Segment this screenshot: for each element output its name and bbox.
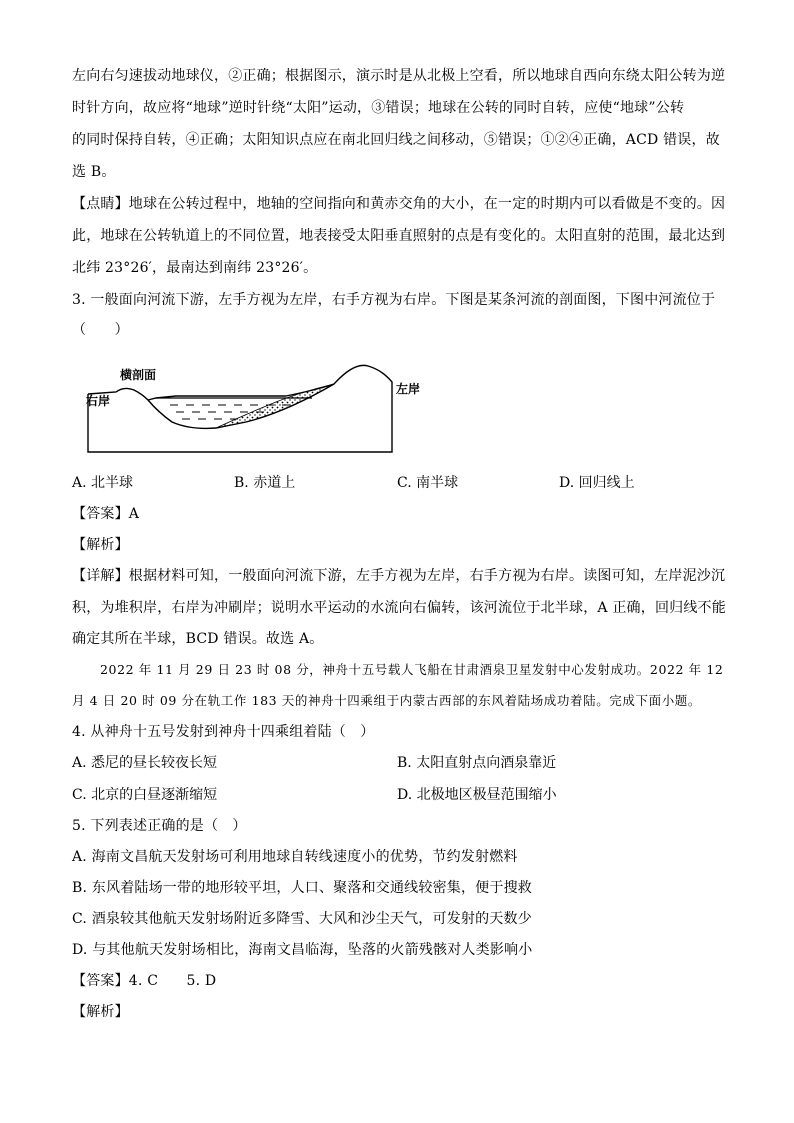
q3-option-b: B. 赤道上 (234, 475, 296, 491)
tip-paragraph-line: 北纬 23°26′，最南达到南纬 23°26′。 (72, 260, 318, 276)
q45-answer: 【答案】4. C 5. D (72, 973, 217, 989)
q5-option-c: C. 酒泉较其他航天发射场附近多降雪、大风和沙尘天气，可发射的天数少 (72, 911, 532, 927)
q5-option-a: A. 海南文昌航天发射场可利用地球自转线速度小的优势，节约发射燃料 (72, 849, 518, 865)
q5-option-d: D. 与其他航天发射场相比，海南文昌临海，坠落的火箭残骸对人类影响小 (72, 942, 533, 958)
text-line: 的同时保持自转，④正确；太阳知识点应在南北回归线之间移动，⑤错误；①②④正确，ACD 错误，故 (72, 132, 720, 148)
river-cross-section-figure (86, 356, 421, 456)
q3-option-d: D. 回归线上 (559, 475, 635, 491)
q3-detail-line: 积，为堆积岸，右岸为冲刷岸；说明水平运动的水流向右偏转，该河流位于北半球，A 正确，回归线不能 (72, 600, 726, 616)
q3-detail-line: 确定其所在半球，BCD 错误。故选 A。 (72, 631, 324, 647)
q3-detail-line: 【详解】根据材料可知，一般面向河流下游，左手方视为左岸，右手方视为右岸。读图可知，左岸泥沙沉 (72, 568, 726, 584)
q3-answer: 【答案】A (72, 506, 140, 522)
q4-option-a: A. 悉尼的昼长较夜长短 (72, 755, 218, 771)
material-line: 2022 年 11 月 29 日 23 时 08 分，神舟十五号载人飞船在甘肃酒泉卫星发射中心发射成功。2022 年 12 (100, 662, 724, 677)
text-line: 左向右匀速拔动地球仪，②正确；根据图示，演示时是从北极上空看，所以地球自西向东绕太阳公转为逆 (72, 68, 726, 84)
question-3-bracket: （ ） (72, 322, 129, 338)
q3-option-c: C. 南半球 (397, 475, 459, 491)
right-bank-label: 右岸 (86, 394, 111, 408)
q4-option-d: D. 北极地区极昼范围缩小 (397, 787, 557, 803)
cross-section-title: 横剖面 (120, 368, 157, 382)
tip-paragraph-line: 【点睛】地球在公转过程中，地轴的空间指向和黄赤交角的大小，在一定的时期内可以看做是不变的。因 (72, 196, 726, 212)
q4-option-b: B. 太阳直射点向酒泉靠近 (397, 755, 557, 771)
q3-analysis-heading: 【解析】 (72, 537, 129, 553)
q45-analysis-heading: 【解析】 (72, 1004, 129, 1020)
text-line: 时针方向，故应将“地球”逆时针绕“太阳”运动，③错误；地球在公转的同时自转，应使“地球”公转 (72, 100, 685, 116)
q4-option-c: C. 北京的白昼逐渐缩短 (72, 787, 218, 803)
question-4-stem: 4. 从神舟十五号发射到神舟十四乘组着陆（ ） (72, 724, 375, 740)
text-line: 选 B。 (72, 164, 116, 180)
q5-option-b: B. 东风着陆场一带的地形较平坦，人口、聚落和交通线较密集，便于搜救 (72, 880, 532, 896)
tip-paragraph-line: 此，地球在公转轨道上的不同位置，地表接受太阳垂直照射的点是有变化的。太阳直射的范围，最北达到 (72, 228, 726, 244)
q3-option-a: A. 北半球 (72, 475, 134, 491)
question-5-stem: 5. 下列表述正确的是（ ） (72, 818, 247, 834)
material-line: 月 4 日 20 时 09 分在轨工作 183 天的神舟十四乘组于内蒙古西部的东风着陆场成功着陆。完成下面小题。 (72, 693, 702, 708)
left-bank-label: 左岸 (396, 382, 421, 396)
question-3-stem: 3. 一般面向河流下游，左手方视为左岸，右手方视为右岸。下图是某条河流的剖面图，下图中河流位于 (72, 292, 716, 308)
sediment-deposit (216, 384, 334, 428)
